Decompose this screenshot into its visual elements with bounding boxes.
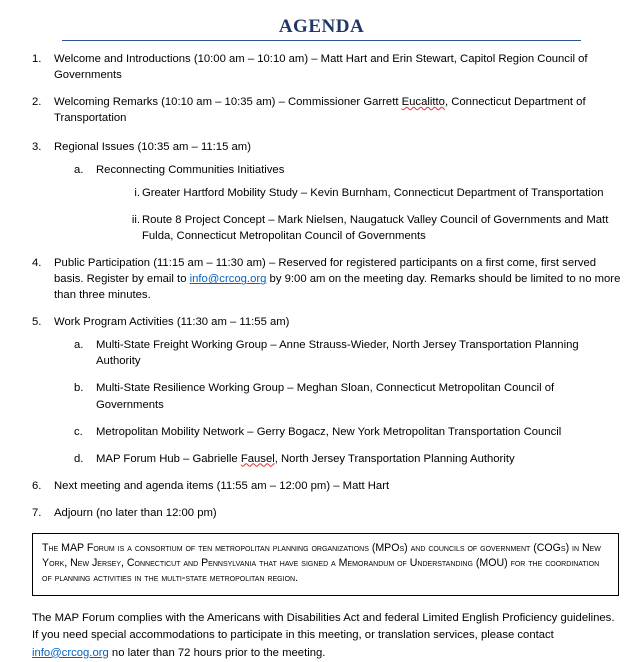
agenda-item-3a-i-text: Greater Hartford Mobility Study – Kevin Burnham, Connecticut Department of Transportation bbox=[142, 187, 604, 200]
map-forum-description-text: The MAP Forum is a consortium of ten metropolitan planning organizations (MPOs) and councils of government (COGs) in New York, New Jersey, Connecticut and Pennsylvania that have signed a Memorandum of Understanding (MOU) for the coordination of planning activities in the multi-state metropolitan region. bbox=[42, 541, 601, 585]
agenda-item-7-text: Adjourn (no later than 12:00 pm) bbox=[54, 506, 217, 519]
accessibility-notice-text-after: no later than 72 hours prior to the meeting. bbox=[108, 646, 326, 659]
agenda-item-5b-letter: b. bbox=[74, 382, 84, 395]
agenda-item-5d bbox=[18, 451, 625, 467]
agenda-item-3-number: 3. bbox=[32, 141, 42, 154]
agenda-item-6-number: 6. bbox=[32, 479, 42, 492]
agenda-item-3a bbox=[18, 162, 625, 178]
agenda-item-1 bbox=[18, 51, 625, 83]
agenda-item-4-text-after: by 9:00 am on the meeting day. Remarks should be limited to no more than three minutes. bbox=[54, 273, 621, 302]
agenda-item-3a-text: Reconnecting Communities Initiatives bbox=[96, 164, 285, 177]
agenda-item-5d-letter: d. bbox=[74, 452, 84, 465]
agenda-item-3a-i-numeral: i. bbox=[134, 187, 140, 200]
agenda-item-5-text: Work Program Activities (11:30 am – 11:55 am) bbox=[54, 316, 290, 329]
agenda-item-4-text-before: Public Participation (11:15 am – 11:30 am) – Reserved for registered participants on a first come, first served basis. Register by email to bbox=[54, 257, 597, 286]
agenda-item-4 bbox=[18, 255, 625, 303]
agenda-item-5d-misspelled-word: Fausel bbox=[240, 452, 275, 465]
title-divider bbox=[62, 40, 581, 41]
agenda-item-5d-text-before: MAP Forum Hub – Gabrielle bbox=[96, 452, 241, 465]
agenda-item-3a-i bbox=[18, 185, 625, 201]
agenda-item-3a-letter: a. bbox=[74, 164, 84, 177]
agenda-item-4-number: 4. bbox=[32, 257, 42, 270]
page-title: AGENDA bbox=[278, 16, 365, 37]
agenda-item-5a-text: Multi-State Freight Working Group – Anne Strauss-Wieder, North Jersey Transportation Planning Authority bbox=[96, 339, 579, 368]
agenda-item-5a bbox=[18, 337, 625, 369]
agenda-item-2-misspelled-word: Eucalitto bbox=[401, 96, 445, 109]
accessibility-notice-text-before: The MAP Forum complies with the Americans with Disabilities Act and federal Limited English Proficiency guidelines. If you need special accommodations to participate in this meeting, or translation services, please contact bbox=[32, 611, 615, 642]
agenda-item-5-number: 5. bbox=[32, 316, 42, 329]
agenda-item-6-text: Next meeting and agenda items (11:55 am – 12:00 pm) – Matt Hart bbox=[54, 479, 390, 492]
agenda-item-3a-ii bbox=[18, 212, 625, 244]
agenda-item-3 bbox=[18, 139, 625, 155]
agenda-item-3a-ii-numeral: ii. bbox=[131, 214, 140, 227]
map-forum-description-box bbox=[32, 533, 619, 596]
agenda-item-5b bbox=[18, 380, 625, 412]
agenda-item-7-number: 7. bbox=[32, 506, 42, 519]
email-link-accommodations[interactable]: info@crcog.org bbox=[32, 646, 109, 659]
agenda-item-2 bbox=[18, 94, 625, 126]
agenda-item-1-text: Welcome and Introductions (10:00 am – 10:10 am) – Matt Hart and Erin Stewart, Capitol Region Council of Governments bbox=[54, 53, 588, 82]
agenda-item-5c bbox=[18, 424, 625, 440]
agenda-item-5 bbox=[18, 314, 625, 330]
agenda-item-5a-letter: a. bbox=[74, 339, 84, 352]
accessibility-notice bbox=[32, 610, 617, 662]
agenda-item-6 bbox=[18, 478, 625, 494]
agenda-item-2-text-before: Welcoming Remarks (10:10 am – 10:35 am) – Commissioner Garrett bbox=[54, 96, 402, 109]
email-link-registration[interactable]: info@crcog.org bbox=[189, 273, 267, 286]
agenda-item-5b-text: Multi-State Resilience Working Group – Meghan Sloan, Connecticut Metropolitan Council of Governments bbox=[96, 382, 555, 411]
agenda-item-5c-text: Metropolitan Mobility Network – Gerry Bogacz, New York Metropolitan Transportation Council bbox=[96, 425, 562, 438]
agenda-item-2-text-after: , Connecticut Department of Transportation bbox=[54, 96, 586, 125]
agenda-item-1-number: 1. bbox=[32, 53, 42, 65]
agenda-item-7 bbox=[18, 505, 625, 521]
agenda-item-5c-letter: c. bbox=[74, 425, 83, 438]
agenda-item-5d-text-after: , North Jersey Transportation Planning Authority bbox=[274, 452, 515, 465]
agenda-item-2-number: 2. bbox=[32, 96, 42, 109]
agenda-item-3-text: Regional Issues (10:35 am – 11:15 am) bbox=[54, 141, 251, 154]
agenda-item-3a-ii-text: Route 8 Project Concept – Mark Nielsen, Naugatuck Valley Council of Governments and Matt Fulda, Connecticut Metropolitan Council of Governments bbox=[142, 214, 609, 243]
